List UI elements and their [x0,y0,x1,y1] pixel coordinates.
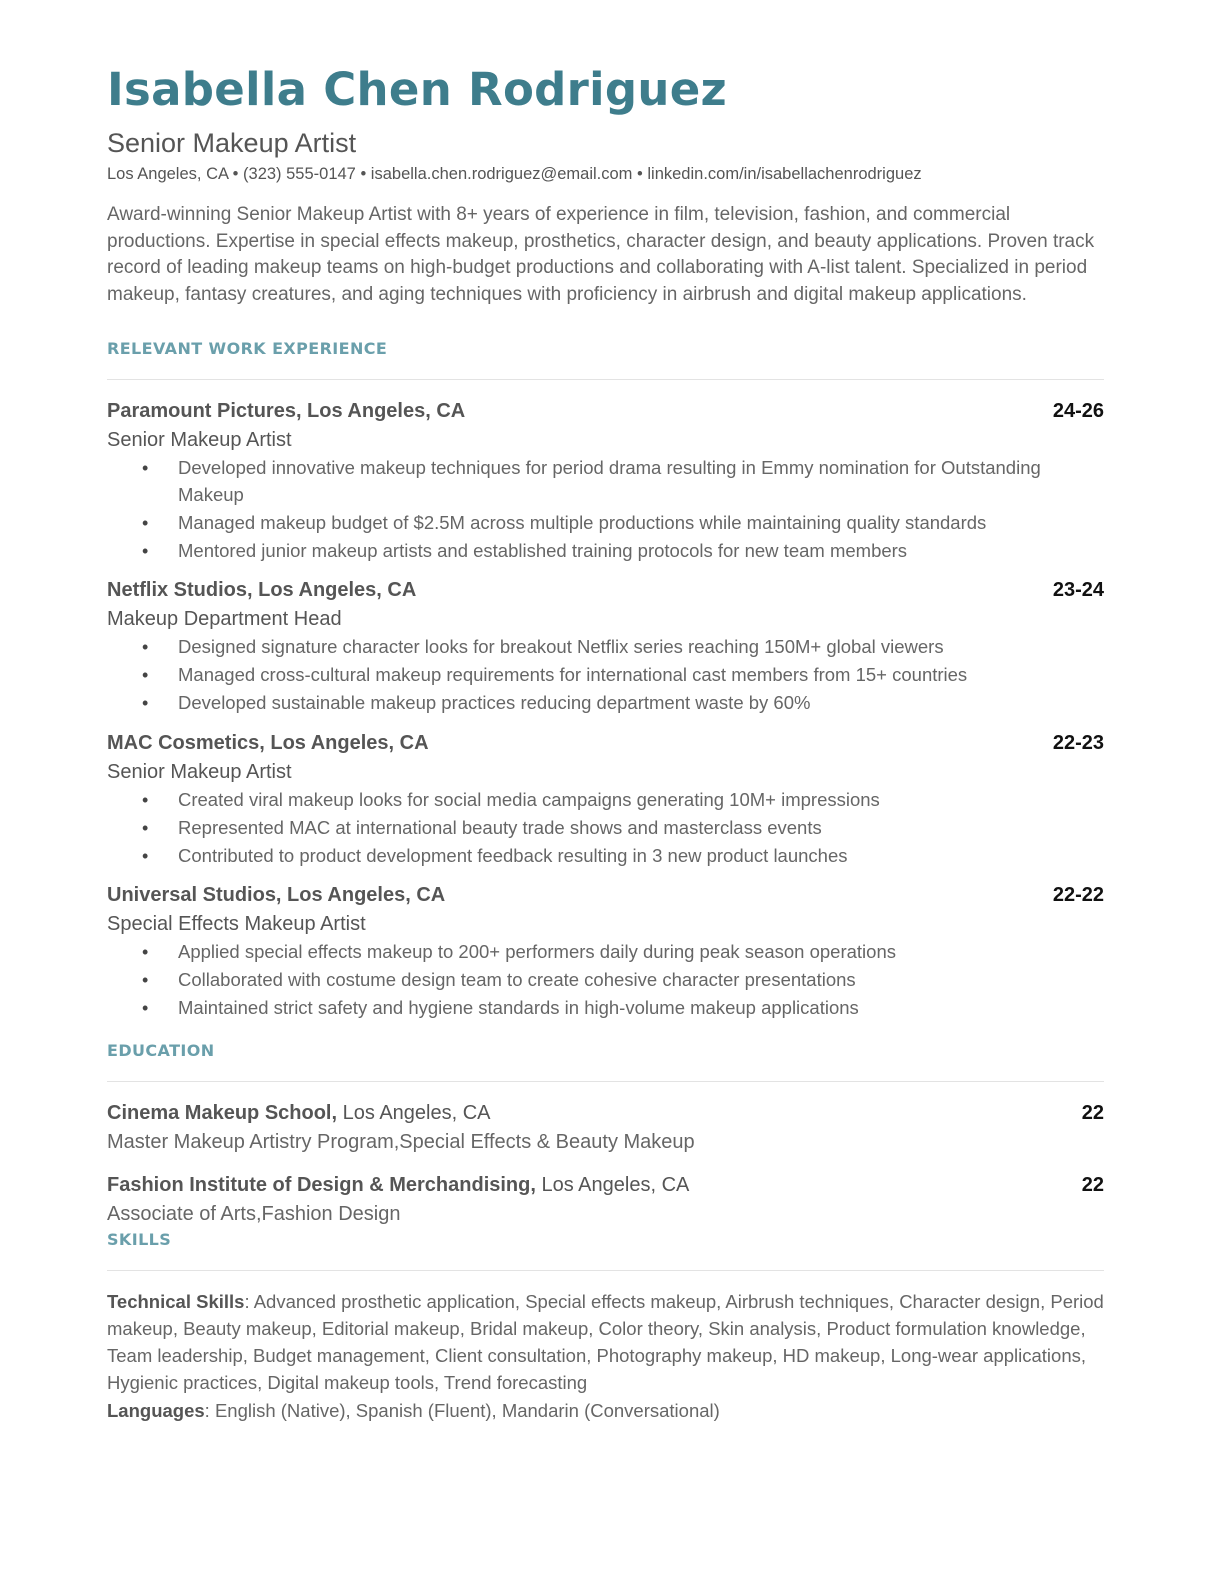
education-location: Los Angeles, CA [541,1173,690,1196]
bullet-icon: • [142,845,149,866]
job-bullet: • Represented MAC at international beauty trade shows and masterclass events [107,815,1104,842]
education-year: 22 [1081,1101,1104,1124]
job-bullet: • Managed cross-cultural makeup requirements for international cast members from 15+ countries [107,662,1104,689]
job-entry [107,397,1104,564]
education-entry [107,1170,1104,1229]
job-role: Senior Makeup Artist [107,429,292,452]
bullet-icon: • [142,540,149,561]
technical-skills-list: : Advanced prosthetic application, Special effects makeup, Airbrush techniques, Character design, Period makeup, Beauty makeup, Editorial makeup, Bridal makeup, Color theory, Skin analysis, Product formulation knowledge, Team leadership, Budget management, Client consultation, Photography makeup, HD makeup, Long-wear applications, Hygienic practices, Digital makeup tools, Trend forecasting [107,1290,1104,1394]
job-bullet: • Designed signature character looks for breakout Netflix series reaching 150M+ global viewers [107,634,1104,661]
job-bullet: • Applied special effects makeup to 200+ performers daily during peak season operations [107,939,1104,966]
contact-line: Los Angeles, CA • (323) 555-0147 • isabella.chen.rodriguez@email.com • linkedin.com/in/isabellachenrodriguez [107,165,922,183]
skills-section [107,1229,1104,1424]
bullet-icon: • [142,817,149,838]
job-bullets [107,455,1104,564]
bullet-icon: • [142,693,149,714]
education-entry [107,1098,1104,1157]
bullet-icon: • [142,512,149,533]
job-company: Universal Studios, Los Angeles, CA [107,884,446,907]
job-entry [107,576,1104,717]
job-dates: 24-26 [1052,400,1104,423]
skills-section-title: SKILLS [107,1229,172,1249]
job-company: MAC Cosmetics, Los Angeles, CA [107,731,429,754]
section-divider [107,1081,1104,1082]
job-role: Makeup Department Head [107,608,342,631]
languages [107,1397,1104,1424]
bullet-icon: • [142,942,149,963]
professional-summary: Award-winning Senior Makeup Artist with 8+ years of experience in film, television, fashion, and commercial productions. Expertise in special effects makeup, prosthetics, character design, and beauty applications. Proven track record of leading makeup teams on high-budget productions and collaborating with A-list talent. Specialized in period makeup, fantasy creatures, and aging techniques with proficiency in airbrush and digital makeup applications. [107,204,1095,305]
job-bullet: • Mentored junior makeup artists and established training protocols for new team members [107,538,1104,565]
job-dates: 22-22 [1052,884,1104,907]
bullet-icon: • [142,665,149,686]
education-year: 22 [1081,1173,1104,1196]
bullet-icon: • [142,458,149,479]
education-location: Los Angeles, CA [342,1101,491,1124]
job-bullet: • Created viral makeup looks for social media campaigns generating 10M+ impressions [107,787,1104,814]
bullet-icon: • [142,998,149,1019]
languages-list: : English (Native), Spanish (Fluent), Mandarin (Conversational) [204,1399,720,1421]
job-entry [107,881,1104,1022]
bullet-icon: • [142,970,149,991]
education-school: Cinema Makeup School, [107,1101,338,1124]
resume-page [107,60,1104,1424]
job-entry [107,729,1104,870]
education-section-title: EDUCATION [107,1040,215,1060]
job-bullet: • Collaborated with costume design team to create cohesive character presentations [107,967,1104,994]
education-section [107,1040,1104,1229]
job-bullet: • Contributed to product development feedback resulting in 3 new product launches [107,843,1104,870]
candidate-headline: Senior Makeup Artist [107,128,357,158]
technical-skills-label: Technical Skills [107,1290,245,1312]
bullet-icon: • [142,637,149,658]
bullet-icon: • [142,789,149,810]
job-bullet: • Maintained strict safety and hygiene standards in high-volume makeup applications [107,995,1104,1022]
job-role: Senior Makeup Artist [107,760,292,783]
job-bullet: • Managed makeup budget of $2.5M across multiple productions while maintaining quality standards [107,510,1104,537]
job-bullets [107,787,1104,870]
job-dates: 22-23 [1052,731,1104,754]
education-degree: Master Makeup Artistry Program,Special Effects & Beauty Makeup [107,1130,695,1153]
job-bullets [107,634,1104,717]
job-company: Paramount Pictures, Los Angeles, CA [107,400,466,423]
job-bullets [107,939,1104,1022]
job-dates: 23-24 [1052,579,1104,602]
section-divider [107,1270,1104,1271]
experience-section-title: RELEVANT WORK EXPERIENCE [107,339,388,359]
section-divider [107,379,1104,380]
job-company: Netflix Studios, Los Angeles, CA [107,579,417,602]
experience-section [107,338,1104,1022]
job-bullet: • Developed sustainable makeup practices reducing department waste by 60% [107,690,1104,717]
education-school: Fashion Institute of Design & Merchandising, [107,1173,536,1196]
job-bullet: • Developed innovative makeup techniques for period drama resulting in Emmy nomination for Outstanding Makeup [142,457,1041,505]
languages-label: Languages [107,1399,205,1421]
education-degree: Associate of Arts,Fashion Design [107,1202,401,1225]
job-role: Special Effects Makeup Artist [107,913,366,936]
candidate-name: Isabella Chen Rodriguez [107,63,728,116]
technical-skills [107,1288,1104,1397]
